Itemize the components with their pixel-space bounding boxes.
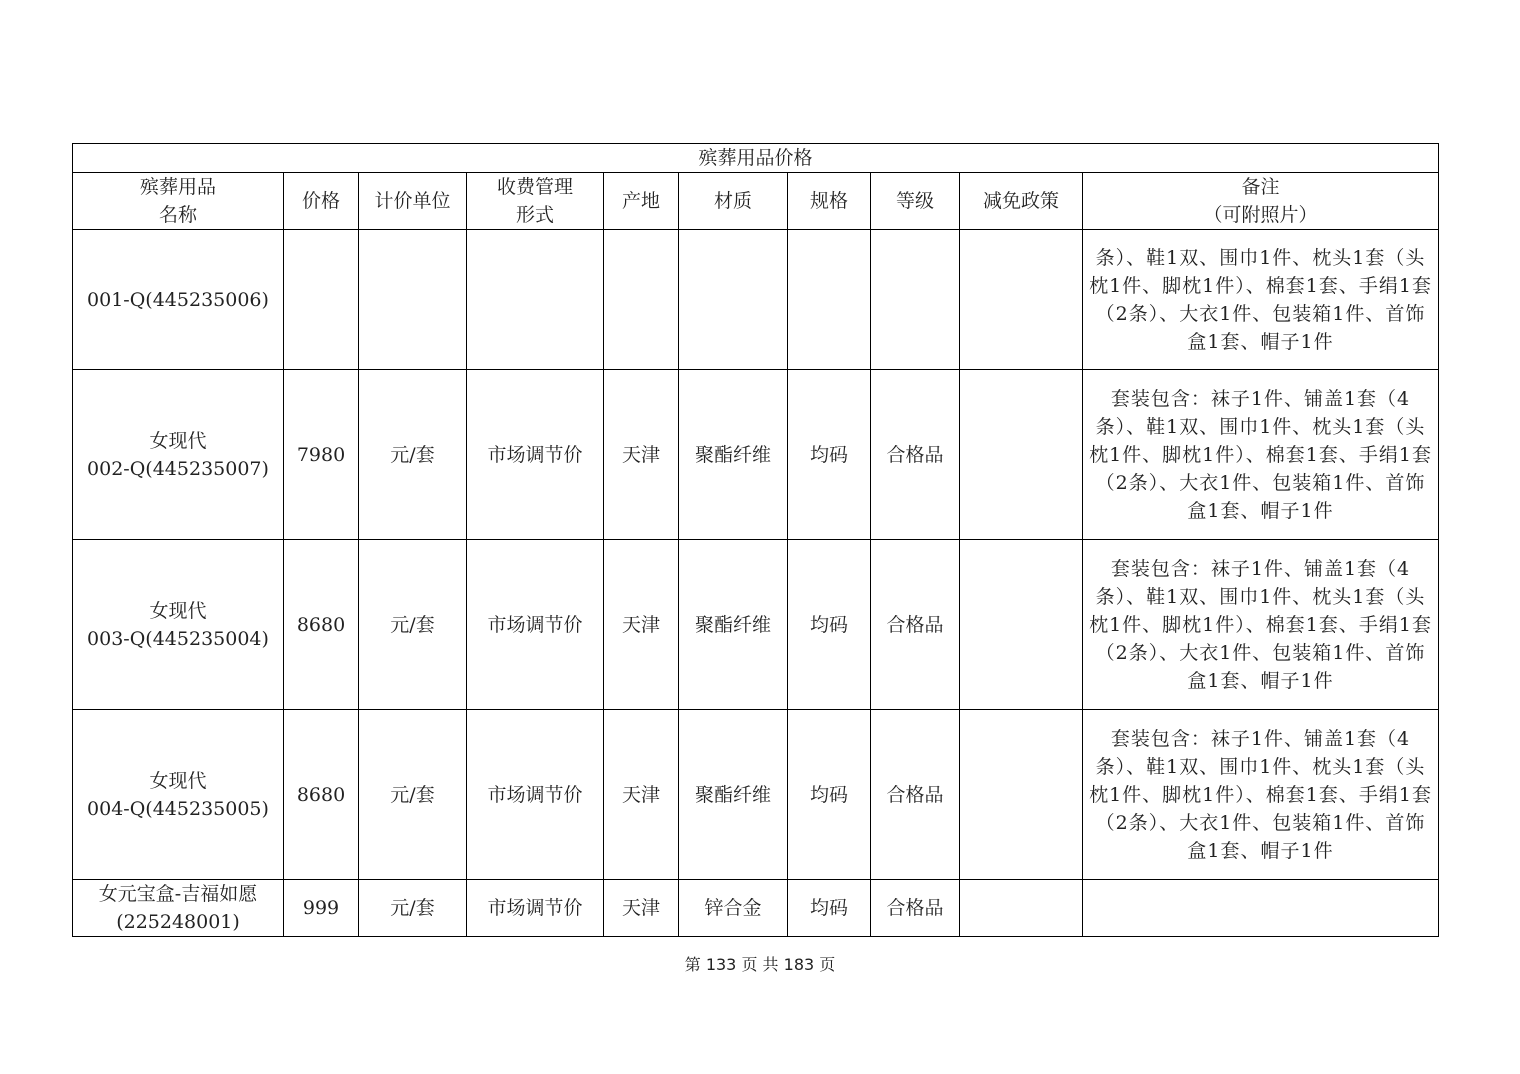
cell-name: 女现代 002-Q(445235007) — [73, 370, 284, 540]
cell-unit: 元/套 — [359, 540, 467, 710]
cell-origin: 天津 — [604, 880, 679, 937]
header-row — [73, 173, 1439, 230]
table-row — [73, 370, 1439, 540]
cell-spec: 均码 — [788, 370, 871, 540]
cell-remark — [1083, 880, 1439, 937]
cell-name: 女现代 004-Q(445235005) — [73, 710, 284, 880]
cell-price: 999 — [284, 880, 359, 937]
cell-policy — [960, 370, 1083, 540]
cell-material — [679, 230, 788, 370]
page-footer — [0, 954, 1520, 976]
footer-middle: 页 共 — [741, 955, 779, 974]
cell-name: 女现代 003-Q(445235004) — [73, 540, 284, 710]
cell-remark: 条）、鞋1双、围巾1件、枕头1套（头枕1件、脚枕1件）、棉套1套、手绢1套（2条）、大衣1件、包装箱1件、首饰盒1套、帽子1件 — [1083, 230, 1439, 370]
cell-grade: 合格品 — [871, 880, 960, 937]
cell-unit: 元/套 — [359, 710, 467, 880]
cell-price: 7980 — [284, 370, 359, 540]
footer-suffix: 页 — [819, 955, 836, 974]
cell-policy — [960, 540, 1083, 710]
header-spec: 规格 — [788, 173, 871, 230]
current-page-number: 133 — [705, 955, 737, 974]
cell-grade: 合格品 — [871, 370, 960, 540]
cell-origin: 天津 — [604, 710, 679, 880]
cell-policy — [960, 230, 1083, 370]
cell-price: 8680 — [284, 540, 359, 710]
cell-material: 聚酯纤维 — [679, 710, 788, 880]
cell-grade: 合格品 — [871, 710, 960, 880]
cell-name: 001-Q(445235006) — [73, 230, 284, 370]
header-policy: 减免政策 — [960, 173, 1083, 230]
header-name: 殡葬用品 名称 — [73, 173, 284, 230]
cell-fee: 市场调节价 — [467, 710, 604, 880]
table-title: 殡葬用品价格 — [73, 144, 1439, 173]
cell-unit: 元/套 — [359, 370, 467, 540]
header-remark: 备注 （可附照片） — [1083, 173, 1439, 230]
table-row — [73, 880, 1439, 937]
cell-price: 8680 — [284, 710, 359, 880]
cell-material: 聚酯纤维 — [679, 540, 788, 710]
cell-policy — [960, 710, 1083, 880]
table-row — [73, 540, 1439, 710]
cell-material: 锌合金 — [679, 880, 788, 937]
header-fee-form: 收费管理 形式 — [467, 173, 604, 230]
header-origin: 产地 — [604, 173, 679, 230]
total-page-number: 183 — [783, 955, 815, 974]
header-price: 价格 — [284, 173, 359, 230]
cell-origin — [604, 230, 679, 370]
header-material: 材质 — [679, 173, 788, 230]
header-grade: 等级 — [871, 173, 960, 230]
header-unit: 计价单位 — [359, 173, 467, 230]
table-row — [73, 230, 1439, 370]
cell-grade: 合格品 — [871, 540, 960, 710]
cell-fee: 市场调节价 — [467, 540, 604, 710]
cell-origin: 天津 — [604, 540, 679, 710]
cell-spec: 均码 — [788, 710, 871, 880]
cell-material: 聚酯纤维 — [679, 370, 788, 540]
cell-remark: 套装包含：袜子1件、铺盖1套（4条）、鞋1双、围巾1件、枕头1套（头枕1件、脚枕1件）、棉套1套、手绢1套（2条）、大衣1件、包装箱1件、首饰盒1套、帽子1件 — [1083, 370, 1439, 540]
cell-unit — [359, 230, 467, 370]
cell-spec: 均码 — [788, 880, 871, 937]
cell-unit: 元/套 — [359, 880, 467, 937]
cell-price — [284, 230, 359, 370]
cell-spec — [788, 230, 871, 370]
cell-remark: 套装包含：袜子1件、铺盖1套（4条）、鞋1双、围巾1件、枕头1套（头枕1件、脚枕1件）、棉套1套、手绢1套（2条）、大衣1件、包装箱1件、首饰盒1套、帽子1件 — [1083, 710, 1439, 880]
cell-remark: 套装包含：袜子1件、铺盖1套（4条）、鞋1双、围巾1件、枕头1套（头枕1件、脚枕1件）、棉套1套、手绢1套（2条）、大衣1件、包装箱1件、首饰盒1套、帽子1件 — [1083, 540, 1439, 710]
cell-grade — [871, 230, 960, 370]
cell-origin: 天津 — [604, 370, 679, 540]
footer-prefix: 第 — [684, 955, 701, 974]
cell-fee — [467, 230, 604, 370]
cell-policy — [960, 880, 1083, 937]
table-row — [73, 710, 1439, 880]
cell-fee: 市场调节价 — [467, 370, 604, 540]
price-table — [72, 143, 1439, 937]
cell-spec: 均码 — [788, 540, 871, 710]
cell-name: 女元宝盒-吉福如愿 (225248001) — [73, 880, 284, 937]
cell-fee: 市场调节价 — [467, 880, 604, 937]
